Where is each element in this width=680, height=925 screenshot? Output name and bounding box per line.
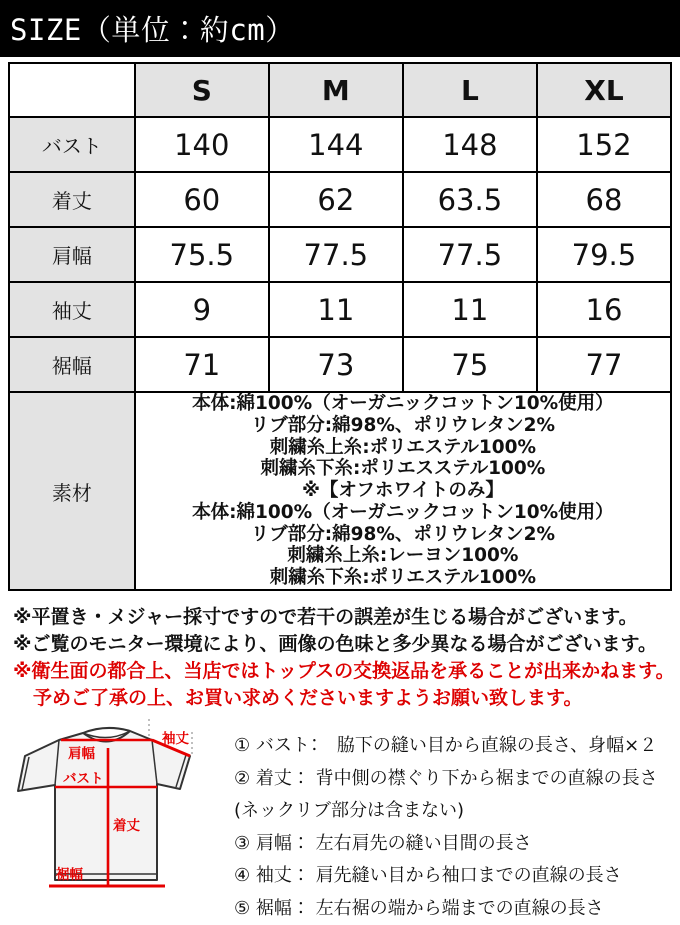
cell-sleeve-l: 11 xyxy=(403,282,537,337)
note-no-return-2: 予めご了承の上、お買い求めくださいますようお願い致します。 xyxy=(13,685,680,712)
title-bar xyxy=(0,0,680,57)
material-cell xyxy=(135,392,671,590)
measurement-guide xyxy=(0,717,680,925)
cell-hem-s: 71 xyxy=(135,337,269,392)
material-line: 本体:綿100%（オーガニックコットン10%使用） xyxy=(136,393,670,415)
col-header-xl: XL xyxy=(537,63,671,117)
material-line: 刺繍糸上糸:ポリエステル100% xyxy=(136,437,670,459)
table-row-length xyxy=(9,172,671,227)
table-row-material xyxy=(9,392,671,590)
table-row-shoulder xyxy=(9,227,671,282)
tshirt-diagram-wrap xyxy=(0,717,232,925)
cell-shoulder-xl: 79.5 xyxy=(537,227,671,282)
note-monitor: ※ご覧のモニター環境により、画像の色味と多少異なる場合がございます。 xyxy=(13,631,680,658)
table-row-bust xyxy=(9,117,671,172)
measurement-legend xyxy=(234,717,658,925)
legend-item-shoulder: ③ 肩幅： 左右肩先の縫い目間の長さ xyxy=(234,828,658,861)
cell-sleeve-s: 9 xyxy=(135,282,269,337)
cell-bust-xl: 152 xyxy=(537,117,671,172)
collar-back-line xyxy=(83,728,130,733)
material-line: 刺繍糸下糸:ポリエステル100% xyxy=(136,567,670,589)
material-line: 刺繍糸下糸:ポリエスステル100% xyxy=(136,458,670,480)
sleeve-label: 袖丈 xyxy=(162,730,189,747)
cell-shoulder-s: 75.5 xyxy=(135,227,269,282)
size-table-header-row xyxy=(9,63,671,117)
cell-shoulder-m: 77.5 xyxy=(269,227,403,282)
cell-hem-xl: 77 xyxy=(537,337,671,392)
cell-hem-l: 75 xyxy=(403,337,537,392)
cell-shoulder-l: 77.5 xyxy=(403,227,537,282)
corner-cell xyxy=(9,63,135,117)
cell-length-xl: 68 xyxy=(537,172,671,227)
note-no-return: ※衛生面の都合上、当店ではトップスの交換返品を承ることが出来かねます。 xyxy=(13,658,680,685)
tshirt-diagram xyxy=(6,717,232,917)
cell-bust-s: 140 xyxy=(135,117,269,172)
col-header-l: L xyxy=(403,63,537,117)
note-measurement: ※平置き・メジャー採寸ですので若干の誤差が生じる場合がございます。 xyxy=(13,604,680,631)
row-label-material: 素材 xyxy=(9,392,135,590)
legend-item-bust: ① バスト： 脇下の縫い目から直線の長さ、身幅×２ xyxy=(234,730,658,763)
row-label-sleeve: 袖丈 xyxy=(9,282,135,337)
legend-item-length: ② 着丈： 背中側の襟ぐり下から裾までの直線の長さ xyxy=(234,763,658,796)
legend-item-length-note: (ネックリブ部分は含まない) xyxy=(234,795,658,828)
material-line: 刺繍糸上糸:レーヨン100% xyxy=(136,545,670,567)
notes-section xyxy=(13,604,680,712)
row-label-length: 着丈 xyxy=(9,172,135,227)
cell-hem-m: 73 xyxy=(269,337,403,392)
legend-item-sleeve: ④ 袖丈： 肩先縫い目から袖口までの直線の長さ xyxy=(234,860,658,893)
legend-item-hem: ⑤ 裾幅： 左右裾の端から端までの直線の長さ xyxy=(234,893,658,925)
cell-length-s: 60 xyxy=(135,172,269,227)
col-header-s: S xyxy=(135,63,269,117)
size-table xyxy=(8,62,672,591)
page-title: SIZE（単位：約cm） xyxy=(10,8,295,49)
cell-sleeve-xl: 16 xyxy=(537,282,671,337)
row-label-shoulder: 肩幅 xyxy=(9,227,135,282)
table-row-hem xyxy=(9,337,671,392)
bust-label: バスト xyxy=(63,771,104,787)
hem-label: 裾幅 xyxy=(55,866,83,883)
col-header-m: M xyxy=(269,63,403,117)
shoulder-label: 肩幅 xyxy=(68,745,95,762)
cell-length-l: 63.5 xyxy=(403,172,537,227)
material-line: ※【オフホワイトのみ】 xyxy=(136,480,670,502)
cell-bust-m: 144 xyxy=(269,117,403,172)
material-line: リブ部分:綿98%、ポリウレタン2% xyxy=(136,524,670,546)
row-label-hem: 裾幅 xyxy=(9,337,135,392)
row-label-bust: バスト xyxy=(9,117,135,172)
material-line: 本体:綿100%（オーガニックコットン10%使用） xyxy=(136,502,670,524)
length-label: 着丈 xyxy=(113,817,140,834)
cell-bust-l: 148 xyxy=(403,117,537,172)
table-row-sleeve xyxy=(9,282,671,337)
material-line: リブ部分:綿98%、ポリウレタン2% xyxy=(136,415,670,437)
cell-length-m: 62 xyxy=(269,172,403,227)
tshirt-outline xyxy=(18,731,190,880)
cell-sleeve-m: 11 xyxy=(269,282,403,337)
